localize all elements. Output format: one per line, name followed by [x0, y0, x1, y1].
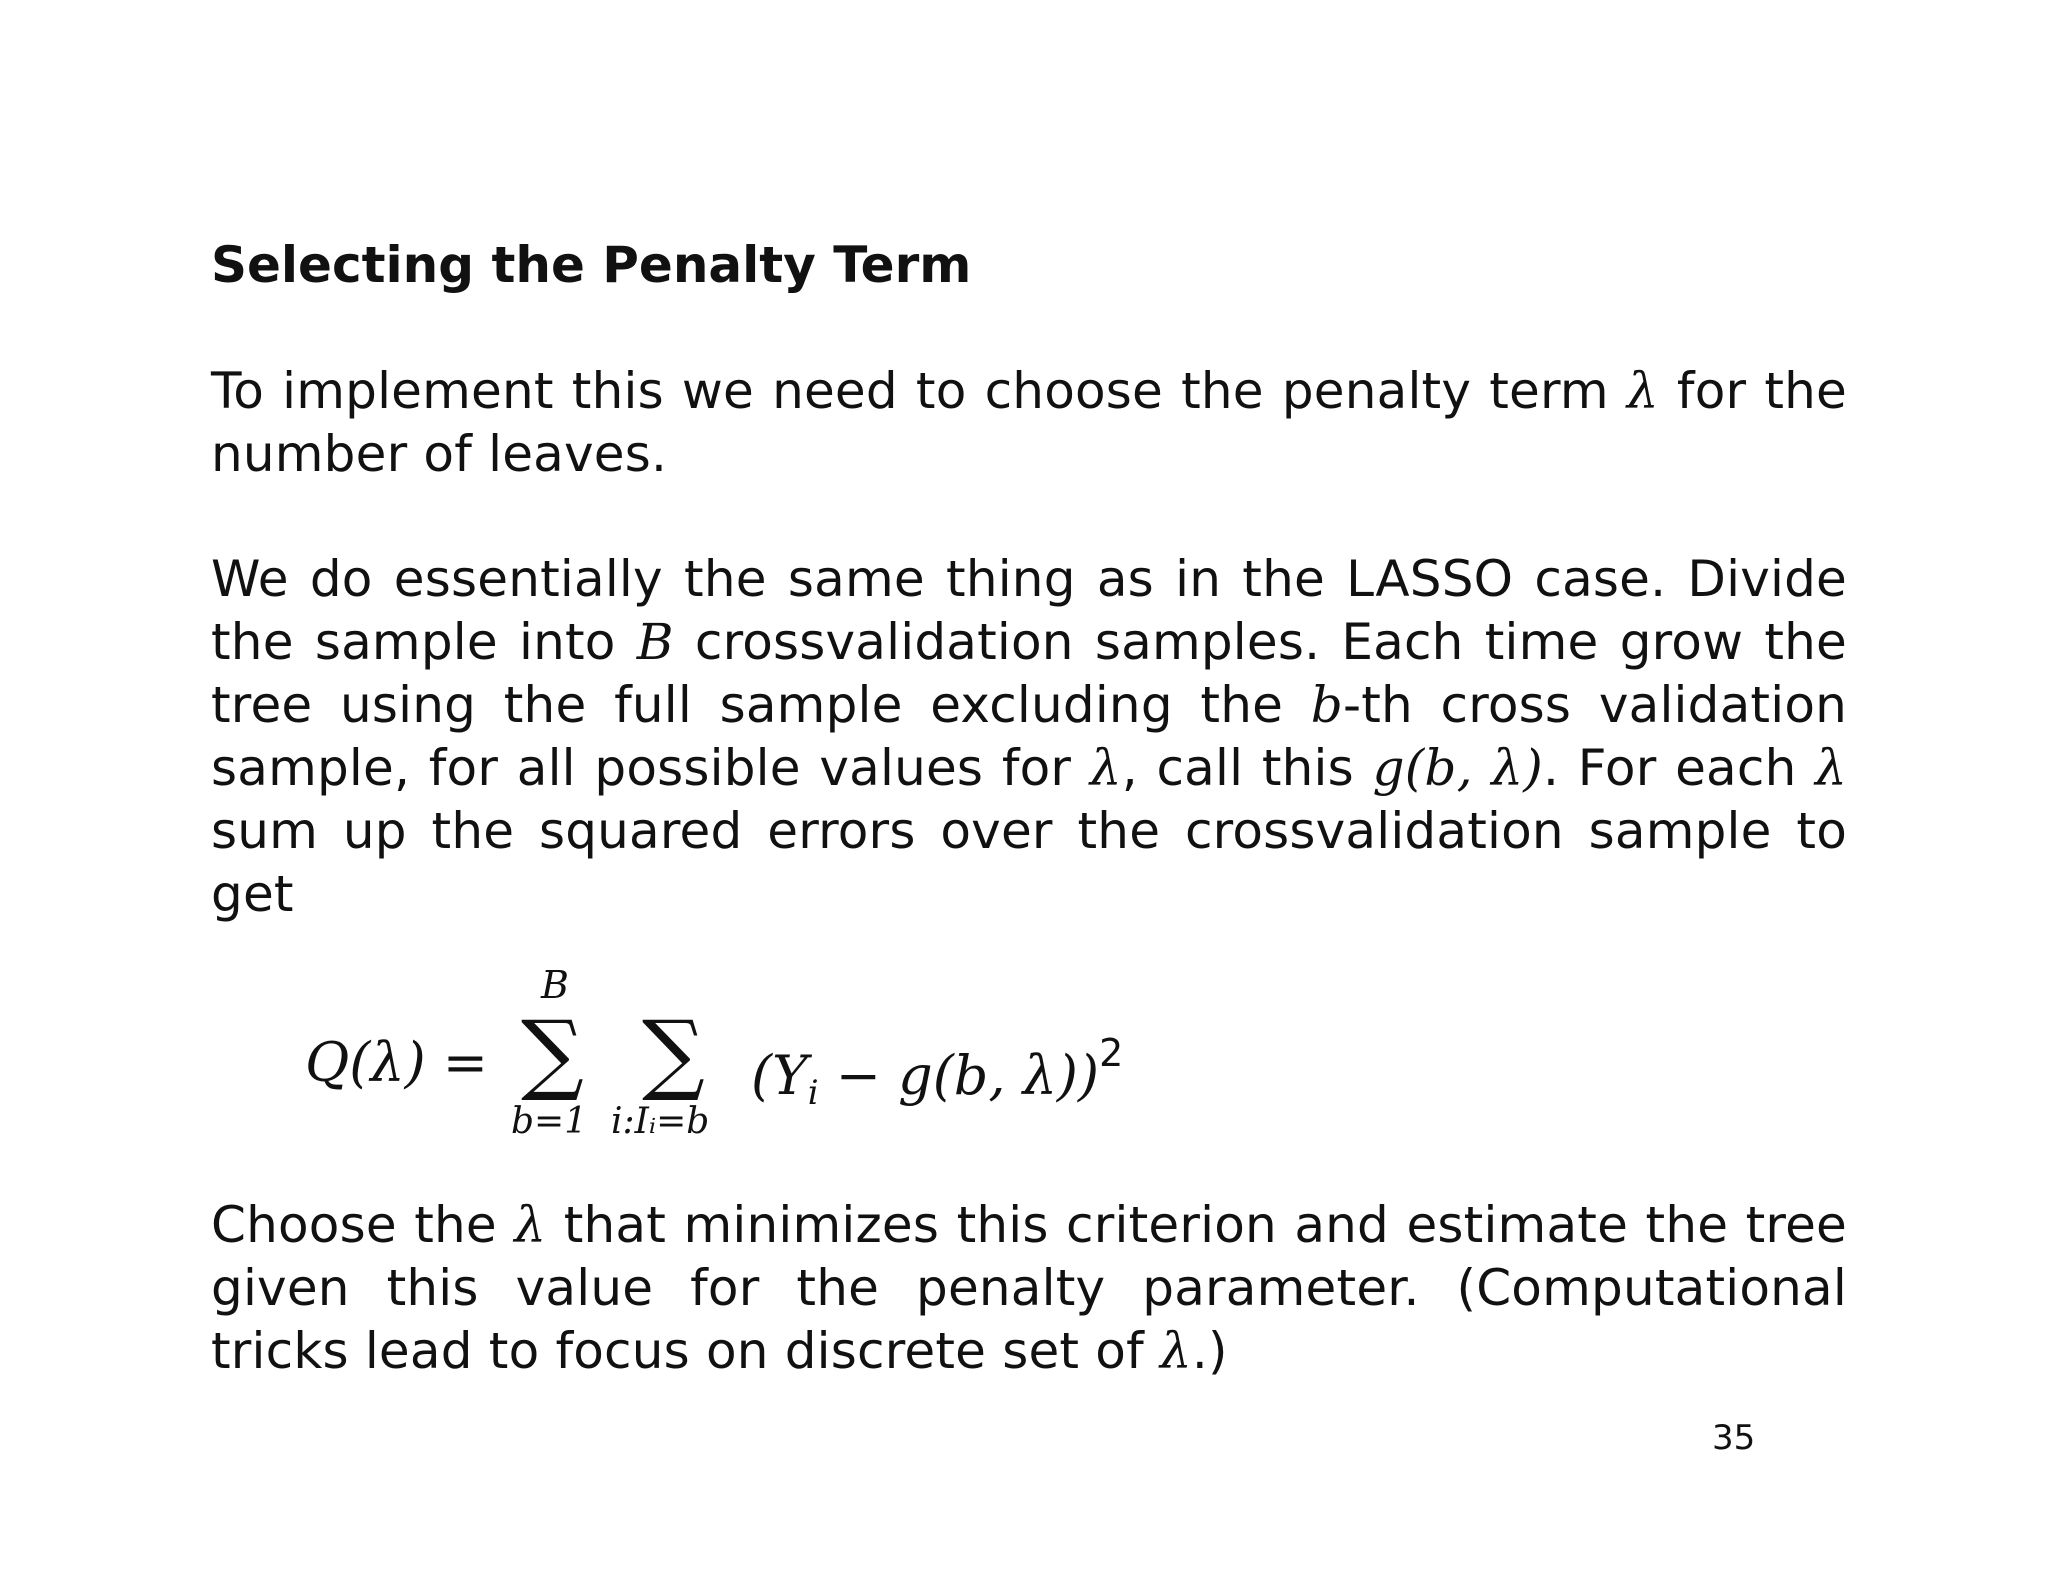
sum-lower-limit: b=1 — [511, 1101, 588, 1142]
slide-title: Selecting the Penalty Term — [211, 236, 972, 294]
paragraph-text: crossvalidation samples. Each time grow the tree using the full sample excluding the — [211, 613, 1848, 734]
paragraph-crossvalidation — [211, 548, 1847, 926]
paragraph-text: . For each — [1542, 739, 1816, 797]
paragraph-text: -th cross validation sample, for all possible values for — [211, 676, 1848, 797]
g-expression: g(b, λ) — [1372, 739, 1543, 797]
formula-rhs — [751, 1031, 1123, 1113]
paragraph-text: Choose the — [211, 1196, 515, 1254]
formula-lhs: Q(λ) = — [305, 1031, 489, 1094]
paragraph-text: .) — [1191, 1322, 1228, 1380]
lambda-symbol: λ — [1626, 362, 1659, 420]
formula-rhs-rest: − g(b, λ)) — [818, 1044, 1100, 1107]
sum-lower-limit: i:Iᵢ=b — [611, 1101, 710, 1142]
paragraph-text: To implement this we need to choose the penalty term — [211, 362, 1627, 420]
sum-upper-limit: B — [541, 963, 569, 1007]
paragraph-penalty-intro — [211, 360, 1847, 486]
summation-symbol: ∑ — [642, 1001, 705, 1104]
lambda-symbol: λ — [1815, 739, 1848, 797]
paragraph-choose-lambda — [211, 1194, 1847, 1383]
variable-b: b — [1310, 676, 1343, 734]
lambda-symbol: λ — [1160, 1322, 1192, 1380]
variable-B: B — [636, 613, 674, 671]
formula-rhs-subscript: i — [807, 1073, 819, 1113]
summation-symbol: ∑ — [521, 1001, 584, 1104]
lambda-symbol: λ — [1089, 739, 1122, 797]
page-number: 35 — [1712, 1418, 1756, 1458]
formula-rhs-open: (Y — [751, 1044, 808, 1107]
paragraph-text: , call this — [1121, 739, 1373, 797]
paragraph-text: sum up the squared errors over the crossvalidation sample to get — [211, 802, 1847, 923]
paragraph-text: We do essentially the same thing as in the LASSO case. Divide the sample into — [211, 550, 1847, 671]
formula-rhs-exponent: 2 — [1099, 1031, 1124, 1075]
paragraph-text: for the number of leaves. — [211, 362, 1847, 483]
paragraph-text: that minimizes this criterion and estimate the tree given this value for the penalty parameter. (Computational tricks lead to focus on discrete set of — [211, 1196, 1848, 1380]
formula-q-lambda — [305, 963, 1405, 1155]
lambda-symbol: λ — [514, 1196, 547, 1254]
